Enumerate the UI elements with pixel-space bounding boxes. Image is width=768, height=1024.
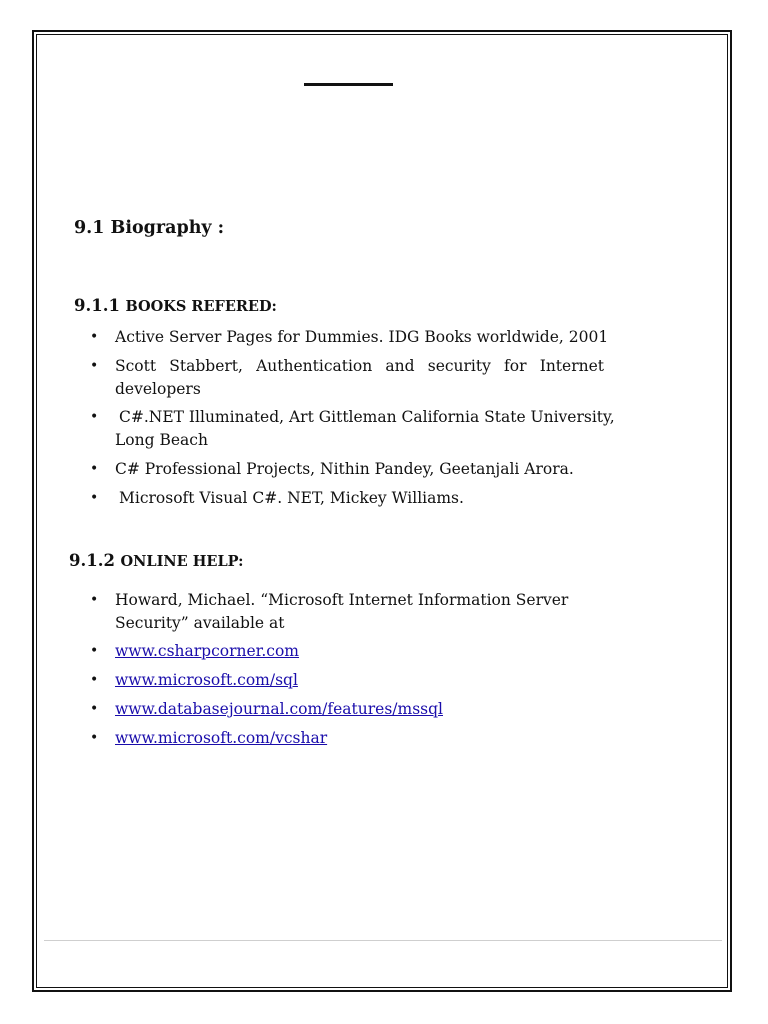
subsection-number: 9.1.1 xyxy=(74,296,120,315)
list-item-line: Howard, Michael. “Microsoft Internet Information Server xyxy=(115,591,569,609)
list-item-line: Scott Stabbert, Authentication and security for Internet xyxy=(115,357,604,375)
list-item-line: developers xyxy=(115,380,201,398)
subsection-heading-books xyxy=(74,296,277,315)
subsection-heading-online-help xyxy=(69,551,243,570)
bullet-icon: • xyxy=(90,730,99,746)
list-item xyxy=(115,355,604,401)
page-border-inner xyxy=(36,34,728,988)
list-item xyxy=(115,589,568,635)
bullet-icon: • xyxy=(90,409,99,425)
link-csharpcorner[interactable]: www.csharpcorner.com xyxy=(115,642,300,660)
bullet-icon: • xyxy=(90,701,99,717)
list-item xyxy=(115,406,615,452)
footer-rule xyxy=(44,940,722,941)
list-item xyxy=(115,640,299,663)
bullet-icon: • xyxy=(90,329,99,345)
list-item: C# Professional Projects, Nithin Pandey, Geetanjali Arora. xyxy=(115,460,574,478)
section-title: Biography : xyxy=(110,218,225,238)
list-item xyxy=(115,698,443,721)
bullet-icon: • xyxy=(90,592,99,608)
bullet-icon: • xyxy=(90,490,99,506)
bullet-icon: • xyxy=(90,358,99,374)
list-item-line: Long Beach xyxy=(115,431,208,449)
subsection-number: 9.1.2 xyxy=(69,551,115,570)
bullet-icon: • xyxy=(90,643,99,659)
link-microsoft-sql[interactable]: www.microsoft.com/sql xyxy=(115,671,298,689)
link-microsoft-vcshar[interactable]: www.microsoft.com/vcshar xyxy=(115,729,328,747)
list-item xyxy=(115,669,298,692)
list-item-line: Security” available at xyxy=(115,614,285,632)
bullet-icon: • xyxy=(90,461,99,477)
list-item-line: C#.NET Illuminated, Art Gittleman California State University, xyxy=(119,408,615,426)
list-item xyxy=(115,727,327,750)
section-heading-biography xyxy=(74,218,224,238)
subsection-title: ONLINE HELP: xyxy=(120,553,244,570)
link-databasejournal[interactable]: www.databasejournal.com/features/mssql xyxy=(115,700,443,718)
section-number: 9.1 xyxy=(74,218,105,238)
header-rule xyxy=(304,83,393,86)
bullet-icon: • xyxy=(90,672,99,688)
list-item: Active Server Pages for Dummies. IDG Books worldwide, 2001 xyxy=(115,328,609,346)
list-item: Microsoft Visual C#. NET, Mickey Williams. xyxy=(119,489,464,507)
subsection-title: BOOKS REFERED: xyxy=(125,298,277,315)
